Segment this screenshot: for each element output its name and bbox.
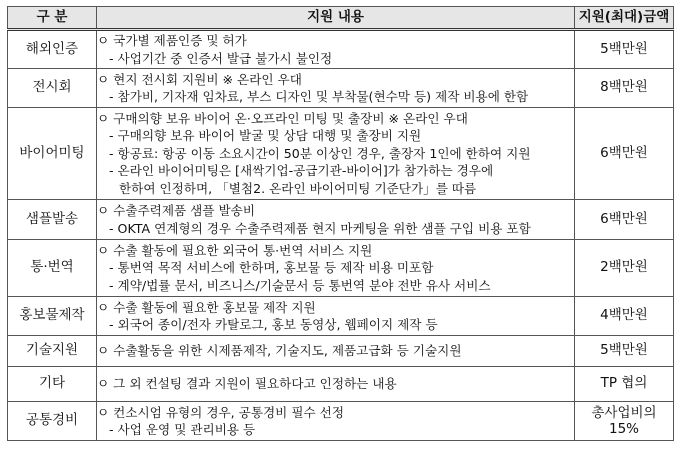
content-line: - 온라인 바이어미팅은 [새싹기업-공급기관-바이어]가 참가하는 경우에	[109, 163, 494, 179]
content-line: ㅇ 구매의향 보유 바이어 온·오프라인 미팅 및 출장비 ※ 온라인 우대	[97, 110, 468, 126]
table-row	[8, 402, 674, 441]
content-line: ㅇ 수출 활동에 필요한 홍보물 제작 지원	[97, 299, 316, 315]
row-amount: 8백만원	[575, 69, 674, 108]
row-category: 전시회	[8, 69, 97, 108]
row-amount: 총사업비의 15%	[575, 402, 674, 441]
content-line: 한하여 인정하며, 「별첨2. 온라인 바이어미팅 기준단가」를 따름	[119, 180, 477, 196]
row-content	[97, 367, 575, 402]
content-line: - 외국어 종이/전자 카탈로그, 홍보 동영상, 웹페이지 제작 등	[109, 317, 438, 332]
header-row	[8, 7, 674, 30]
row-amount: 5백만원	[575, 336, 674, 367]
row-amount: 4백만원	[575, 297, 674, 336]
header-amount: 지원(최대)금액	[575, 7, 674, 30]
header-category: 구 분	[8, 7, 97, 30]
row-amount: 6백만원	[575, 200, 674, 240]
content-line: ㅇ 국가별 제품인증 및 허가	[97, 33, 247, 48]
row-category: 해외인증	[8, 30, 97, 69]
content-line: ㅇ 현지 전시회 지원비 ※ 온라인 우대	[97, 71, 302, 87]
row-content	[97, 402, 575, 441]
content-line: ㅇ 컨소시엄 유형의 경우, 공통경비 필수 선정	[97, 404, 345, 420]
row-amount: TP 협의	[575, 367, 674, 402]
row-amount: 5백만원	[575, 30, 674, 69]
content-line: - 통번역 목적 서비스에 한하며, 홍보물 등 제작 비용 미포함	[109, 260, 434, 276]
table-row	[8, 367, 674, 402]
table-row	[8, 240, 674, 297]
table-row	[8, 200, 674, 240]
content-line: ㅇ 그 외 컨설팅 결과 지원이 필요하다고 인정하는 내용	[97, 376, 397, 392]
row-category: 기타	[8, 367, 97, 402]
row-content	[97, 30, 575, 69]
table-row	[8, 69, 674, 108]
content-line: - 항공료: 항공 이동 소요시간이 50분 이상인 경우, 출장자 1인에 한하여 지원	[109, 145, 531, 161]
content-line: - 계약/법률 문서, 비즈니스/기술문서 등 통번역 분야 전반 유사 서비스	[109, 277, 491, 293]
row-amount: 2백만원	[575, 240, 674, 297]
content-line: ㅇ 수출주력제품 샘플 발송비	[97, 203, 255, 218]
row-content	[97, 297, 575, 336]
row-content	[97, 69, 575, 108]
row-category: 샘플발송	[8, 200, 97, 240]
row-category: 바이어미팅	[8, 108, 97, 200]
row-category: 홍보물제작	[8, 297, 97, 336]
table-row	[8, 297, 674, 336]
content-line: - 사업기간 중 인증서 발급 불가시 불인정	[109, 50, 333, 66]
row-category: 기술지원	[8, 336, 97, 367]
table-row	[8, 30, 674, 69]
row-content	[97, 200, 575, 240]
row-amount: 6백만원	[575, 108, 674, 200]
row-content	[97, 240, 575, 297]
table-row	[8, 108, 674, 200]
row-category: 공통경비	[8, 402, 97, 441]
content-line: ㅇ 수출 활동에 필요한 외국어 통·번역 서비스 지원	[97, 242, 373, 258]
content-line: ㅇ 수출활동을 위한 시제품제작, 기술지도, 제품고급화 등 기술지원	[97, 343, 462, 359]
content-line: - 참가비, 기자재 임차료, 부스 디자인 및 부착물(현수막 등) 제작 비용에 한함	[109, 89, 529, 104]
table-row	[8, 336, 674, 367]
content-line: - OKTA 연계형의 경우 수출주력제품 현지 마케팅을 위한 샘플 구입 비용 포함	[109, 220, 531, 236]
header-content: 지원 내용	[97, 7, 575, 30]
content-line: - 사업 운영 및 관리비용 등	[109, 422, 256, 437]
row-content	[97, 108, 575, 200]
row-category: 통·번역	[8, 240, 97, 297]
content-line: - 구매의향 보유 바이어 발굴 및 상담 대행 및 출장비 지원	[109, 128, 422, 144]
support-table	[7, 6, 674, 441]
row-content	[97, 336, 575, 367]
